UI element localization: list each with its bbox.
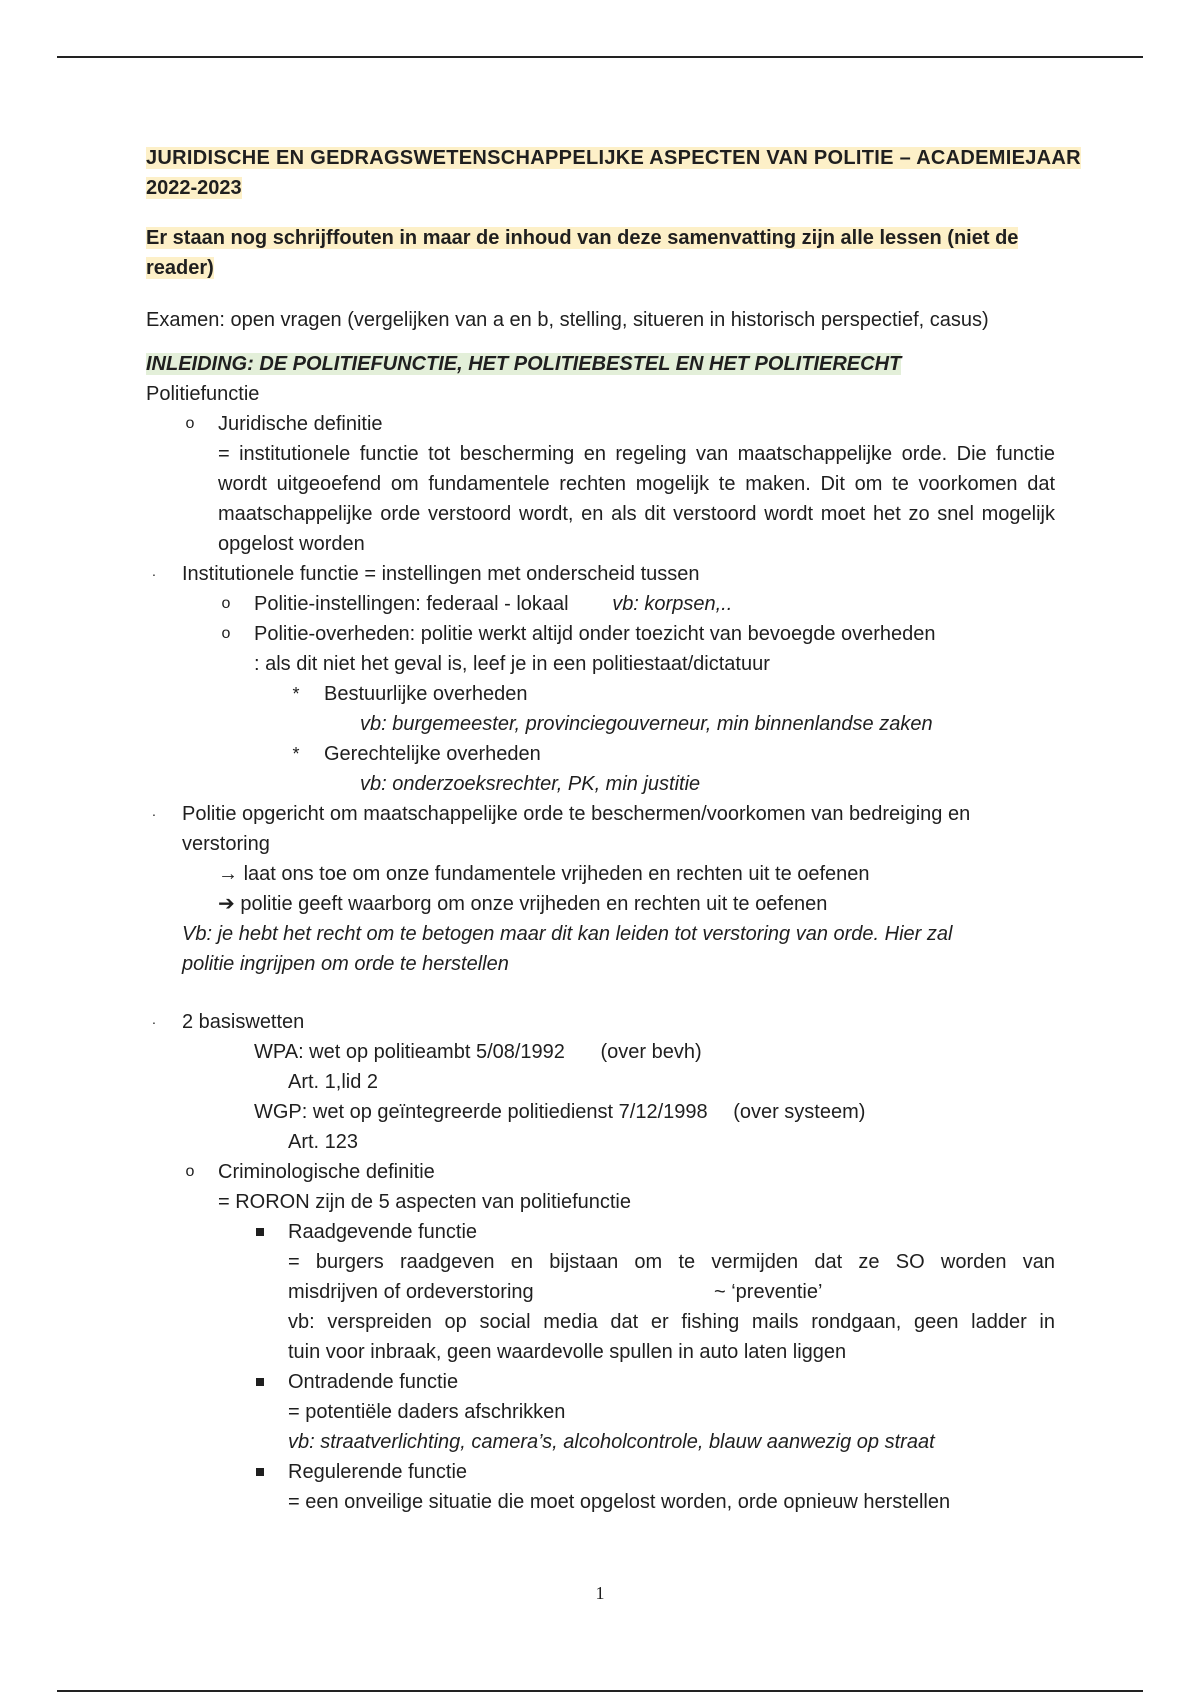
document-title <box>146 143 1081 203</box>
raadgevende-line-2: misdrijven of ordeverstoring <box>288 1281 534 1303</box>
raadgevende-label: Raadgevende functie <box>288 1221 478 1243</box>
note-block <box>146 223 1055 283</box>
note-line-2: reader) <box>146 257 214 279</box>
square-bullet-icon <box>256 1468 264 1476</box>
regulerende-label: Regulerende functie <box>288 1461 468 1483</box>
title-line-2: 2022-2023 <box>146 177 242 199</box>
dot-bullet-icon: · <box>151 1014 157 1030</box>
exam-info: Examen: open vragen (vergelijken van a en b, stelling, situeren in historisch perspectief, casus) <box>146 309 989 331</box>
raadgevende-aside: ~ ‘preventie’ <box>714 1281 823 1303</box>
regulerende-text: = een onveilige situatie die moet opgelost worden, orde opnieuw herstellen <box>288 1491 951 1513</box>
opgericht-example-2: politie ingrijpen om orde te herstellen <box>182 953 509 975</box>
dot-bullet-icon: · <box>151 566 157 582</box>
opgericht-line-1: Politie opgericht om maatschappelijke orde te beschermen/voorkomen van bedreiging en <box>182 803 971 825</box>
basiswetten-label: 2 basiswetten <box>182 1011 305 1033</box>
circle-bullet-icon: o <box>185 1163 195 1180</box>
instellingen-example: vb: korpsen,.. <box>612 593 733 615</box>
wpa-note: (over bevh) <box>600 1041 702 1063</box>
square-bullet-icon <box>256 1228 264 1236</box>
wpa-law: WPA: wet op politieambt 5/08/1992 <box>254 1041 565 1063</box>
politiefunctie-label: Politiefunctie <box>146 383 260 405</box>
dot-bullet-icon: · <box>151 806 157 822</box>
bestuurlijke-label: Bestuurlijke overheden <box>324 683 528 705</box>
criminologische-label: Criminologische definitie <box>218 1161 435 1183</box>
arrow-right-icon: → <box>218 863 244 885</box>
criminologische-text: = RORON zijn de 5 aspecten van politiefunctie <box>218 1191 631 1213</box>
circle-bullet-icon: o <box>221 595 231 612</box>
raadgevende-example-2: tuin voor inbraak, geen waardevolle spullen in auto laten liggen <box>288 1341 847 1363</box>
opgericht-example-1: Vb: je hebt het recht om te betogen maar dit kan leiden tot verstoring van orde. Hier zal <box>182 923 953 945</box>
wgp-law: WGP: wet op geïntegreerde politiedienst 7/12/1998 <box>254 1101 708 1123</box>
wgp-article: Art. 123 <box>288 1131 359 1153</box>
document-body <box>146 143 1081 1517</box>
ontradende-label: Ontradende functie <box>288 1371 459 1393</box>
wpa-article: Art. 1,lid 2 <box>288 1071 379 1093</box>
circle-bullet-icon: o <box>185 415 195 432</box>
asterisk-bullet-icon: * <box>292 744 300 764</box>
institutionele-text: Institutionele functie = instellingen met onderscheid tussen <box>182 563 700 585</box>
header-rule <box>57 56 1143 58</box>
page-number: 1 <box>595 1583 605 1603</box>
opgericht-arrow-2: politie geeft waarborg om onze vrijheden en rechten uit te oefenen <box>240 893 828 915</box>
square-bullet-icon <box>256 1378 264 1386</box>
overheden-cont: : als dit niet het geval is, leef je in een politiestaat/dictatuur <box>254 653 770 675</box>
opgericht-line-2: verstoring <box>182 833 270 855</box>
instellingen-label: Politie-instellingen: federaal - lokaal <box>254 593 569 615</box>
footer-rule <box>57 1690 1143 1692</box>
juridische-text: = institutionele functie tot bescherming en regeling van maatschappelijke orde. Die functie wordt uitgeoefend om fundamentele rechten mogelijk te maken. Dit om te voorkomen dat maatschappelijke orde verstoord wordt, en als dit verstoord wordt moet het zo snel mogelijk opgelost worden <box>218 443 1055 555</box>
gerechtelijke-label: Gerechtelijke overheden <box>324 743 541 765</box>
title-line-1: JURIDISCHE EN GEDRAGSWETENSCHAPPELIJKE ASPECTEN VAN POLITIE – ACADEMIEJAAR <box>146 147 1081 169</box>
opgericht-arrow-1: laat ons toe om onze fundamentele vrijheden en rechten uit te oefenen <box>243 863 870 885</box>
ontradende-text: = potentiële daders afschrikken <box>288 1401 566 1423</box>
arrow-right-icon: ➔ <box>218 893 241 915</box>
bestuurlijke-example: vb: burgemeester, provinciegouverneur, min binnenlandse zaken <box>360 713 933 735</box>
raadgevende-line-1: = burgers raadgeven en bijstaan om te vermijden dat ze SO worden van <box>288 1251 1055 1273</box>
juridische-label: Juridische definitie <box>218 413 383 435</box>
gerechtelijke-example: vb: onderzoeksrechter, PK, min justitie <box>360 773 701 795</box>
raadgevende-example-1: vb: verspreiden op social media dat er fishing mails rondgaan, geen ladder in <box>288 1311 1055 1333</box>
asterisk-bullet-icon: * <box>292 684 300 704</box>
note-line-1: Er staan nog schrijffouten in maar de inhoud van deze samenvatting zijn alle lessen (niet de <box>146 227 1019 249</box>
circle-bullet-icon: o <box>221 625 231 642</box>
ontradende-example: vb: straatverlichting, camera’s, alcoholcontrole, blauw aanwezig op straat <box>288 1431 935 1453</box>
overheden-label: Politie-overheden: politie werkt altijd onder toezicht van bevoegde overheden <box>254 623 936 645</box>
wgp-note: (over systeem) <box>733 1101 866 1123</box>
section-heading: INLEIDING: DE POLITIEFUNCTIE, HET POLITIEBESTEL EN HET POLITIERECHT <box>146 353 902 375</box>
